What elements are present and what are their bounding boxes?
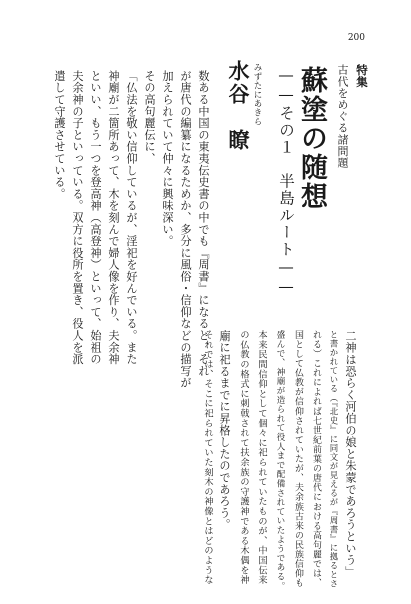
- text-column: それでは、そこに祀られていた刻木の神像とはどのような: [202, 330, 213, 585]
- series-label: 特集: [355, 64, 369, 88]
- text-column: 盛んで、神廟が造られて役人まで配備されていたようである。: [275, 330, 285, 591]
- text-column: が唐代の編纂になるためか、多分に風俗・信仰などの描写が: [179, 70, 192, 389]
- author-ruby: みずたにあきら: [252, 63, 262, 126]
- text-column: 数ある中国の東夷伝史書の中でも『周書』になると、それ: [197, 70, 210, 377]
- text-column: 神廟が二箇所あって、木を刻んで婦人像を作り、夫余神: [107, 70, 120, 365]
- text-column: 国として仏教が信仰されていたが、夫余族古来の民族信仰も: [293, 330, 303, 588]
- text-column: その高句麗伝に、: [143, 70, 156, 165]
- author-name: 水谷 瞭: [226, 60, 251, 152]
- text-column: 二神は恐らく河伯の娘と朱蒙であろうという」: [344, 330, 357, 578]
- text-column: の仏教の格式に刺戟されて扶余族の守護神である木偶を神: [238, 330, 249, 585]
- text-column: 夫余神の子といっている。双方に役所を置き、役人を派: [71, 70, 84, 365]
- text-column: と書かれている（『北史』に同文が見えるが『周書』に拠るとさ: [329, 330, 339, 589]
- article-title: 蘇塗の随想: [296, 66, 327, 211]
- text-column: 「仏法を敬い信仰しているが、淫祀を好んでいる。また: [125, 70, 138, 365]
- article-subtitle: ——その１ 半島ルート——: [277, 66, 295, 297]
- text-column: 加えられていて仲々に興味深い。: [161, 70, 174, 247]
- text-column: 本来民間信仰として個々に祀られていたものが、中国伝来: [256, 330, 267, 585]
- text-column: 遣して守護させている。: [53, 70, 66, 200]
- text-column: れる）これによれば七世紀前葉の唐代における高句麗では、: [311, 330, 321, 588]
- text-column: といい、もう一つを登高神（高登神）といって、始祖の: [89, 70, 102, 365]
- series-title: 古代をめぐる諸問題: [336, 64, 349, 169]
- page-number: 200: [347, 33, 365, 43]
- text-column: 廟に祀るまでに昇格したのであろう。: [218, 330, 231, 531]
